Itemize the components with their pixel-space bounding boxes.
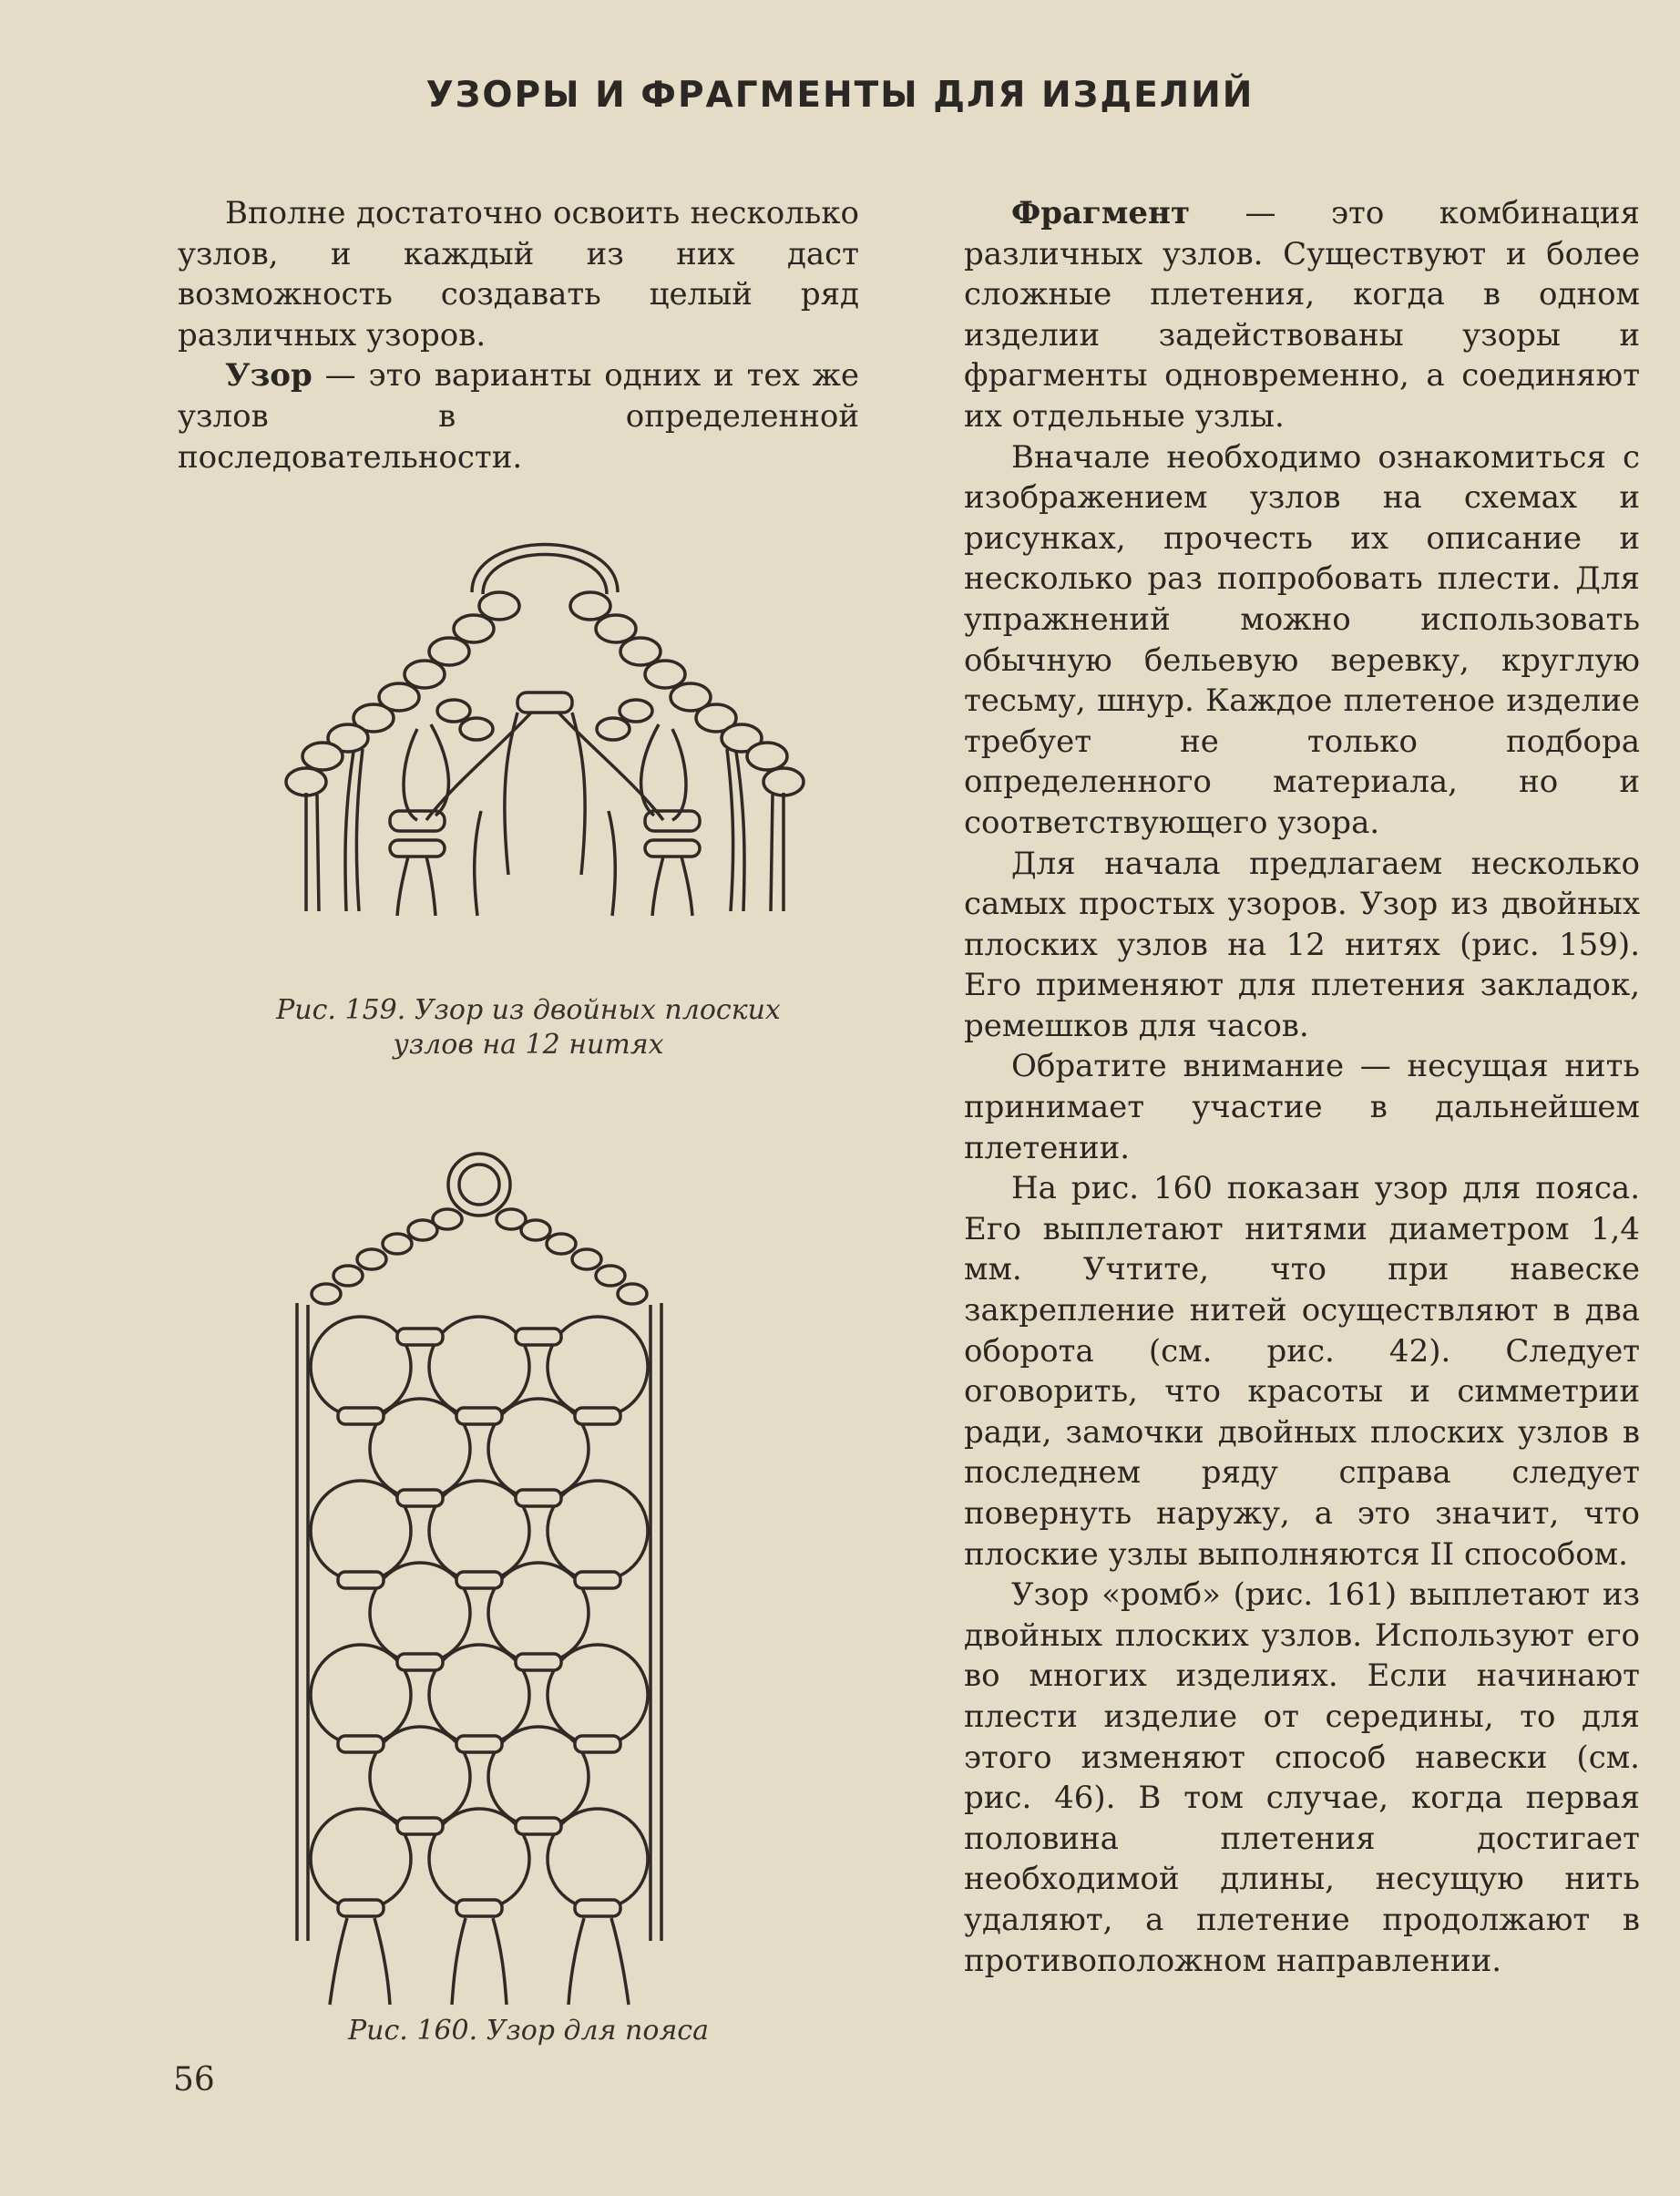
- figure-160-caption: Рис. 160. Узор для пояса: [347, 2015, 709, 2047]
- left-column: [178, 193, 859, 477]
- figure-159-illustration: [271, 510, 818, 929]
- paragraph: На рис. 160 показан узор для пояса. Его выплетают нитями диаметром 1,4 мм. Учтите, что при навеске закрепление нитей осуществляют в два оборота (см. рис. 42). Следует оговорить, что красоты и симметрии ради, замочки двойных плоских узлов в последнем ряду справа следует повернуть наружу, а это значит, что плоские узлы выполняются II способом.: [964, 1170, 1640, 1573]
- paragraph: Вполне достаточно освоить несколько узлов, и каждый из них даст возможность создавать целый ряд различных узоров.: [178, 195, 859, 354]
- paragraph: Для начала предлагаем несколько самых простых узоров. Узор из двойных плоских узлов на 12 нитях (рис. 159). Его применяют для плетения закладок, ремешков для часов.: [964, 845, 1640, 1044]
- paragraph: Фрагмент — это комбинация различных узлов. Существуют и более сложные плетения, когда в одном изделии задействованы узоры и фрагменты одновременно, а соединяют их отдельные узлы.: [964, 195, 1640, 435]
- paragraph: Обратите внимание — несущая нить принимает участие в дальнейшем плетении.: [964, 1048, 1640, 1166]
- figure-159-caption: Рис. 159. Узор из двойных плоских узлов на 12 нитях: [276, 994, 781, 1061]
- term-uzor: Узор: [225, 357, 312, 395]
- figure-160-illustration: [261, 1139, 698, 2014]
- page-heading: УЗОРЫ И ФРАГМЕНТЫ ДЛЯ ИЗДЕЛИЙ: [425, 75, 1255, 116]
- paragraph: Вначале необходимо ознакомиться с изображением узлов на схемах и рисунках, прочесть их описание и несколько раз попробовать плести. Для упражнений можно использовать обычную бельевую веревку, круглую тесьму, шнур. Каждое плетеное изделие требует не только подбора определенного материала, но и соответствующего узора.: [964, 438, 1640, 841]
- term-fragment: Фрагмент: [1011, 195, 1191, 231]
- paragraph: Узор «ромб» (рис. 161) выплетают из двойных плоских узлов. Используют его во многих изделиях. Если начинают плести изделие от середины, то для этого изменяют способ навески (см. рис. 46). В том случае, когда первая половина плетения достигает необходимой длины, несущую нить удаляют, а плетение продолжают в противоположном направлении.: [964, 1576, 1640, 1979]
- right-column: [964, 193, 1640, 1981]
- paragraph: Узор — это варианты одних и тех же узлов в определенной последовательности.: [178, 357, 859, 476]
- page-number: 56: [173, 2061, 215, 2099]
